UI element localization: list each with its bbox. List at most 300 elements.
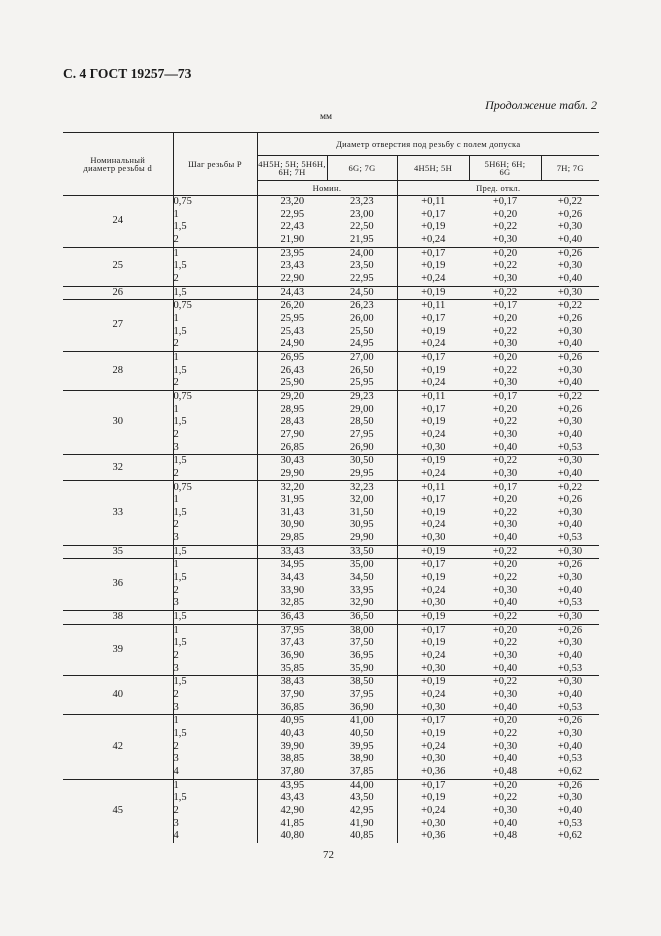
nominal-value-cell: 26,20 [257, 300, 327, 313]
nominal-value-cell: 32,23 [327, 481, 397, 494]
nominal-diameter-cell: 26 [63, 286, 173, 300]
pitch-cell: 3 [173, 753, 257, 766]
nominal-value-cell: 38,50 [327, 676, 397, 689]
deviation-cell: +0,30 [421, 532, 446, 544]
pitch-cell: 1,5 [173, 676, 257, 689]
deviation-cell: +0,19 [421, 572, 446, 584]
pitch-cell: 3 [173, 532, 257, 545]
deviation-cell: +0,20 [469, 247, 541, 260]
nominal-value-cell: 25,95 [280, 312, 305, 324]
deviation-cell: +0,17 [421, 312, 446, 324]
deviation-cell: +0,24 [421, 234, 446, 246]
pitch-cell: 2 [173, 429, 257, 442]
table-row [63, 390, 599, 403]
pitch-cell: 0,75 [173, 481, 257, 494]
pitch-cell: 3 [173, 818, 257, 831]
nominal-value-cell: 29,23 [327, 390, 397, 403]
deviation-cell: +0,40 [492, 441, 518, 453]
deviation-cell: +0,30 [421, 817, 446, 829]
nominal-value-cell: 23,20 [257, 196, 327, 209]
nominal-value-cell: 28,43 [280, 416, 305, 428]
deviation-cell: +0,26 [557, 494, 583, 506]
nominal-diameter-cell: 25 [63, 247, 173, 286]
deviation-cell: +0,53 [557, 701, 583, 713]
pitch-cell: 3 [173, 663, 257, 676]
nominal-diameter-cell: 42 [63, 715, 173, 779]
deviation-cell: +0,26 [541, 624, 599, 637]
pitch-cell: 1 [173, 351, 257, 364]
nominal-value-cell: 26,00 [327, 313, 397, 326]
deviation-cell: +0,17 [397, 559, 469, 572]
deviation-cell: +0,26 [557, 403, 583, 415]
nominal-diameter-cell: 35 [63, 545, 173, 559]
nominal-value-cell: 29,90 [327, 532, 397, 545]
nominal-value-cell: 24,90 [280, 338, 305, 350]
nominal-value-cell: 23,50 [327, 260, 397, 273]
table-row [63, 481, 599, 494]
deviation-cell: +0,30 [557, 260, 583, 272]
deviation-cell: +0,26 [557, 312, 583, 324]
pitch-cell: 2 [173, 377, 257, 390]
deviation-cell: +0,48 [492, 765, 518, 777]
nominal-value-cell: 40,85 [327, 830, 397, 843]
deviation-cell: +0,26 [541, 779, 599, 792]
nominal-value-cell: 22,43 [280, 221, 305, 233]
deviation-cell: +0,19 [421, 792, 446, 804]
nominal-diameter-cell: 28 [63, 351, 173, 390]
deviation-cell: +0,20 [469, 624, 541, 637]
unit-label: мм [320, 112, 333, 122]
pitch-cell: 1,5 [173, 455, 257, 468]
nominal-value-cell: 34,50 [327, 572, 397, 585]
page-number: 72 [323, 849, 334, 861]
deviation-cell: +0,30 [421, 753, 446, 765]
pitch-cell: 0,75 [173, 196, 257, 209]
nominal-value-cell: 38,00 [327, 624, 397, 637]
nominal-value-cell: 37,85 [327, 766, 397, 779]
deviation-cell: +0,30 [492, 804, 518, 816]
deviation-cell: +0,11 [397, 196, 469, 209]
nominal-value-cell: 32,85 [280, 597, 305, 609]
deviation-cell: +0,17 [397, 351, 469, 364]
table-row [63, 611, 599, 625]
nominal-value-cell: 43,95 [257, 779, 327, 792]
pitch-cell: 1,5 [173, 792, 257, 805]
pitch-cell: 4 [173, 766, 257, 779]
nominal-value-cell: 43,50 [327, 792, 397, 805]
nominal-value-cell: 41,00 [327, 715, 397, 728]
pitch-cell: 2 [173, 468, 257, 481]
nominal-diameter-cell: 36 [63, 559, 173, 611]
deviation-cell: +0,30 [421, 597, 446, 609]
deviation-cell: +0,19 [421, 325, 446, 337]
pitch-cell: 1,5 [173, 572, 257, 585]
nominal-value-cell: 34,43 [280, 572, 305, 584]
deviation-cell: +0,24 [421, 428, 446, 440]
deviation-cell: +0,40 [492, 532, 518, 544]
deviation-cell: +0,22 [469, 611, 541, 625]
deviation-cell: +0,26 [541, 559, 599, 572]
nominal-value-cell: 25,43 [280, 325, 305, 337]
deviation-cell: +0,53 [557, 817, 583, 829]
pitch-cell: 1 [173, 494, 257, 507]
nominal-value-cell: 24,43 [257, 286, 327, 300]
nominal-diameter-cell: 27 [63, 300, 173, 352]
nominal-value-cell: 22,90 [280, 273, 305, 285]
nominal-value-cell: 38,85 [280, 753, 305, 765]
nominal-value-cell: 32,00 [327, 494, 397, 507]
nominal-value-cell: 24,95 [327, 338, 397, 351]
table-row [63, 196, 599, 209]
pitch-cell: 1,5 [173, 260, 257, 273]
nominal-value-cell: 29,90 [280, 467, 305, 479]
nominal-value-cell: 23,43 [280, 260, 305, 272]
nominal-value-cell: 37,80 [280, 765, 305, 777]
nominal-value-cell: 26,90 [327, 441, 397, 454]
deviation-cell: +0,30 [557, 506, 583, 518]
deviation-cell: +0,11 [397, 390, 469, 403]
deviation-cell: +0,53 [557, 597, 583, 609]
deviation-cell: +0,40 [557, 689, 583, 701]
nominal-value-cell: 23,23 [327, 196, 397, 209]
nominal-value-cell: 23,00 [327, 209, 397, 222]
deviation-cell: +0,22 [541, 481, 599, 494]
pitch-cell: 1,5 [173, 286, 257, 300]
deviation-cell: +0,30 [492, 377, 518, 389]
deviation-cell: +0,22 [492, 506, 518, 518]
nominal-value-cell: 30,43 [257, 455, 327, 468]
nominal-value-cell: 39,90 [280, 740, 305, 752]
nominal-value-cell: 40,80 [280, 830, 305, 842]
deviation-cell: +0,62 [557, 765, 583, 777]
deviation-cell: +0,40 [557, 428, 583, 440]
nominal-value-cell: 37,95 [257, 624, 327, 637]
nominal-diameter-cell: 24 [63, 196, 173, 248]
thread-diameter-table [63, 132, 599, 843]
nominal-value-cell: 34,95 [257, 559, 327, 572]
deviation-cell: +0,17 [469, 481, 541, 494]
deviation-cell: +0,30 [492, 467, 518, 479]
deviation-cell: +0,20 [469, 351, 541, 364]
deviation-cell: +0,24 [421, 584, 446, 596]
pitch-cell: 1,5 [173, 637, 257, 650]
deviation-cell: +0,26 [541, 715, 599, 728]
deviation-cell: +0,30 [492, 338, 518, 350]
nominal-value-cell: 28,50 [327, 416, 397, 429]
pitch-cell: 1,5 [173, 545, 257, 559]
deviation-cell: +0,40 [557, 519, 583, 531]
deviation-cell: +0,40 [557, 740, 583, 752]
deviation-cell: +0,30 [492, 689, 518, 701]
deviation-cell: +0,20 [469, 779, 541, 792]
deviation-cell: +0,20 [469, 715, 541, 728]
deviation-cell: +0,48 [492, 830, 518, 842]
deviation-cell: +0,30 [492, 740, 518, 752]
nominal-value-cell: 40,50 [327, 728, 397, 741]
deviation-cell: +0,30 [541, 676, 599, 689]
nominal-value-cell: 41,85 [280, 817, 305, 829]
deviation-cell: +0,22 [469, 286, 541, 300]
table-row [63, 286, 599, 300]
page-header: С. 4 ГОСТ 19257—73 [63, 66, 192, 81]
pitch-cell: 1,5 [173, 326, 257, 339]
nominal-value-cell: 22,50 [327, 221, 397, 234]
deviation-subheader: Пред. откл. [397, 181, 599, 196]
nominal-value-cell: 21,95 [327, 234, 397, 247]
deviation-cell: +0,17 [421, 208, 446, 220]
deviation-cell: +0,40 [557, 584, 583, 596]
deviation-cell: +0,19 [397, 545, 469, 559]
nominal-value-cell: 25,90 [280, 377, 305, 389]
nominal-diameter-cell: 45 [63, 779, 173, 843]
pitch-cell: 1 [173, 624, 257, 637]
deviation-cell: +0,19 [421, 506, 446, 518]
deviation-cell: +0,24 [421, 804, 446, 816]
deviation-cell: +0,19 [397, 455, 469, 468]
deviation-cell: +0,22 [492, 727, 518, 739]
deviation-cell: +0,40 [557, 338, 583, 350]
nominal-value-cell: 21,90 [280, 234, 305, 246]
nominal-value-cell: 30,90 [280, 519, 305, 531]
deviation-cell: +0,19 [421, 727, 446, 739]
deviation-cell: +0,24 [421, 519, 446, 531]
nominal-diameter-cell: 40 [63, 676, 173, 715]
nominal-value-cell: 31,43 [280, 506, 305, 518]
deviation-cell: +0,19 [397, 286, 469, 300]
deviation-cell: +0,19 [421, 221, 446, 233]
col-header-1: 4H5H; 5H; 5H6H, 6H; 7H [257, 156, 327, 181]
deviation-cell: +0,40 [557, 467, 583, 479]
nominal-value-cell: 30,95 [327, 519, 397, 532]
deviation-cell: +0,22 [492, 325, 518, 337]
pitch-cell: 1,5 [173, 728, 257, 741]
deviation-cell: +0,30 [557, 325, 583, 337]
deviation-cell: +0,30 [557, 572, 583, 584]
nominal-value-cell: 25,95 [327, 377, 397, 390]
deviation-cell: +0,11 [397, 481, 469, 494]
deviation-cell: +0,17 [397, 247, 469, 260]
deviation-cell: +0,22 [492, 364, 518, 376]
pitch-cell: 2 [173, 689, 257, 702]
deviation-cell: +0,30 [541, 286, 599, 300]
nominal-value-cell: 27,90 [280, 428, 305, 440]
nominal-value-cell: 36,50 [327, 611, 397, 625]
deviation-cell: +0,24 [421, 273, 446, 285]
deviation-cell: +0,22 [492, 221, 518, 233]
table-body [63, 196, 599, 843]
deviation-cell: +0,30 [557, 727, 583, 739]
header-nominal-diameter: Номинальный диаметр резьбы d [63, 133, 173, 196]
nominal-value-cell: 42,90 [280, 804, 305, 816]
nominal-value-cell: 36,95 [327, 650, 397, 663]
nominal-value-cell: 40,95 [257, 715, 327, 728]
pitch-cell: 1,5 [173, 611, 257, 625]
deviation-cell: +0,30 [421, 441, 446, 453]
deviation-cell: +0,20 [492, 403, 518, 415]
nominal-value-cell: 24,00 [327, 247, 397, 260]
nominal-value-cell: 29,85 [280, 532, 305, 544]
pitch-cell: 2 [173, 585, 257, 598]
pitch-cell: 3 [173, 702, 257, 715]
nominal-value-cell: 40,43 [280, 727, 305, 739]
deviation-cell: +0,30 [421, 662, 446, 674]
nominal-value-cell: 36,90 [280, 650, 305, 662]
nominal-diameter-cell: 38 [63, 611, 173, 625]
nominal-value-cell: 33,90 [280, 584, 305, 596]
deviation-cell: +0,40 [492, 701, 518, 713]
deviation-cell: +0,24 [421, 650, 446, 662]
header-thread-pitch: Шаг резьбы P [173, 133, 257, 196]
nominal-value-cell: 37,90 [280, 689, 305, 701]
nominal-value-cell: 36,90 [327, 702, 397, 715]
deviation-cell: +0,36 [421, 830, 446, 842]
pitch-cell: 3 [173, 441, 257, 454]
deviation-cell: +0,40 [557, 377, 583, 389]
nominal-diameter-cell: 33 [63, 481, 173, 545]
deviation-cell: +0,11 [397, 300, 469, 313]
nominal-value-cell: 22,95 [280, 208, 305, 220]
deviation-cell: +0,22 [541, 300, 599, 313]
nominal-value-cell: 26,85 [280, 441, 305, 453]
deviation-cell: +0,30 [541, 545, 599, 559]
pitch-cell: 1,5 [173, 507, 257, 520]
nominal-value-cell: 35,85 [280, 662, 305, 674]
nominal-value-cell: 35,00 [327, 559, 397, 572]
nominal-value-cell: 36,85 [280, 701, 305, 713]
pitch-cell: 1,5 [173, 365, 257, 378]
pitch-cell: 1 [173, 779, 257, 792]
deviation-cell: +0,24 [421, 377, 446, 389]
pitch-cell: 2 [173, 805, 257, 818]
nominal-value-cell: 22,95 [327, 273, 397, 286]
deviation-cell: +0,24 [421, 338, 446, 350]
deviation-cell: +0,19 [397, 611, 469, 625]
deviation-cell: +0,24 [421, 689, 446, 701]
deviation-cell: +0,26 [541, 351, 599, 364]
deviation-cell: +0,17 [421, 494, 446, 506]
deviation-cell: +0,40 [557, 273, 583, 285]
nominal-value-cell: 26,50 [327, 365, 397, 378]
table-row [63, 300, 599, 313]
deviation-cell: +0,17 [397, 715, 469, 728]
header-hole-diameter-group: Диаметр отверстия под резьбу с полем допуска [257, 133, 599, 156]
nominal-value-cell: 29,95 [327, 468, 397, 481]
nominal-value-cell: 26,23 [327, 300, 397, 313]
deviation-cell: +0,40 [557, 804, 583, 816]
deviation-cell: +0,17 [397, 624, 469, 637]
pitch-cell: 1 [173, 715, 257, 728]
deviation-cell: +0,20 [492, 312, 518, 324]
nominal-value-cell: 25,50 [327, 326, 397, 339]
deviation-cell: +0,22 [492, 260, 518, 272]
pitch-cell: 0,75 [173, 300, 257, 313]
nominal-value-cell: 37,95 [327, 689, 397, 702]
pitch-cell: 2 [173, 519, 257, 532]
nominal-value-cell: 27,00 [327, 351, 397, 364]
deviation-cell: +0,40 [492, 662, 518, 674]
deviation-cell: +0,17 [421, 403, 446, 415]
pitch-cell: 2 [173, 650, 257, 663]
table-row [63, 559, 599, 572]
deviation-cell: +0,30 [557, 221, 583, 233]
pitch-cell: 1 [173, 247, 257, 260]
deviation-cell: +0,20 [469, 559, 541, 572]
deviation-cell: +0,30 [492, 428, 518, 440]
deviation-cell: +0,36 [421, 765, 446, 777]
deviation-cell: +0,22 [492, 572, 518, 584]
nominal-value-cell: 39,95 [327, 741, 397, 754]
nominal-diameter-cell: 30 [63, 390, 173, 454]
deviation-cell: +0,17 [469, 390, 541, 403]
col-header-3: 4H5H; 5H [397, 156, 469, 181]
col-header-2: 6G; 7G [327, 156, 397, 181]
table-row [63, 247, 599, 260]
deviation-cell: +0,17 [469, 300, 541, 313]
pitch-cell: 4 [173, 830, 257, 843]
pitch-cell: 0,75 [173, 390, 257, 403]
nominal-diameter-cell: 39 [63, 624, 173, 676]
nominal-value-cell: 31,95 [280, 494, 305, 506]
deviation-cell: +0,30 [492, 273, 518, 285]
nominal-value-cell: 41,90 [327, 818, 397, 831]
deviation-cell: +0,30 [492, 584, 518, 596]
deviation-cell: +0,53 [557, 662, 583, 674]
table-row [63, 676, 599, 689]
deviation-cell: +0,17 [469, 196, 541, 209]
deviation-cell: +0,22 [541, 390, 599, 403]
table-row [63, 779, 599, 792]
nominal-value-cell: 27,95 [327, 429, 397, 442]
nominal-value-cell: 26,43 [280, 364, 305, 376]
deviation-cell: +0,17 [397, 779, 469, 792]
pitch-cell: 1,5 [173, 416, 257, 429]
deviation-cell: +0,22 [492, 416, 518, 428]
deviation-cell: +0,20 [492, 208, 518, 220]
table-continuation-label: Продолжение табл. 2 [485, 98, 597, 112]
deviation-cell: +0,30 [492, 650, 518, 662]
nominal-value-cell: 36,43 [257, 611, 327, 625]
deviation-cell: +0,22 [541, 196, 599, 209]
table-row [63, 351, 599, 364]
deviation-cell: +0,19 [421, 364, 446, 376]
nominal-value-cell: 37,50 [327, 637, 397, 650]
deviation-cell: +0,40 [557, 650, 583, 662]
pitch-cell: 3 [173, 597, 257, 610]
nominal-value-cell: 38,43 [257, 676, 327, 689]
nominal-subheader: Номин. [257, 181, 397, 196]
nominal-value-cell: 23,95 [257, 247, 327, 260]
deviation-cell: +0,22 [469, 455, 541, 468]
deviation-cell: +0,30 [557, 637, 583, 649]
deviation-cell: +0,22 [469, 676, 541, 689]
pitch-cell: 1,5 [173, 221, 257, 234]
deviation-cell: +0,22 [469, 545, 541, 559]
pitch-cell: 1 [173, 404, 257, 417]
deviation-cell: +0,24 [421, 467, 446, 479]
nominal-value-cell: 33,50 [327, 545, 397, 559]
col-header-4: 5H6H; 6H; 6G [469, 156, 541, 181]
table-row [63, 455, 599, 468]
col-header-5: 7H; 7G [556, 162, 584, 173]
deviation-cell: +0,53 [557, 753, 583, 765]
nominal-value-cell: 42,95 [327, 805, 397, 818]
nominal-value-cell: 24,50 [327, 286, 397, 300]
nominal-value-cell: 29,00 [327, 404, 397, 417]
deviation-cell: +0,53 [557, 532, 583, 544]
pitch-cell: 1 [173, 209, 257, 222]
deviation-cell: +0,26 [557, 208, 583, 220]
deviation-cell: +0,30 [492, 234, 518, 246]
